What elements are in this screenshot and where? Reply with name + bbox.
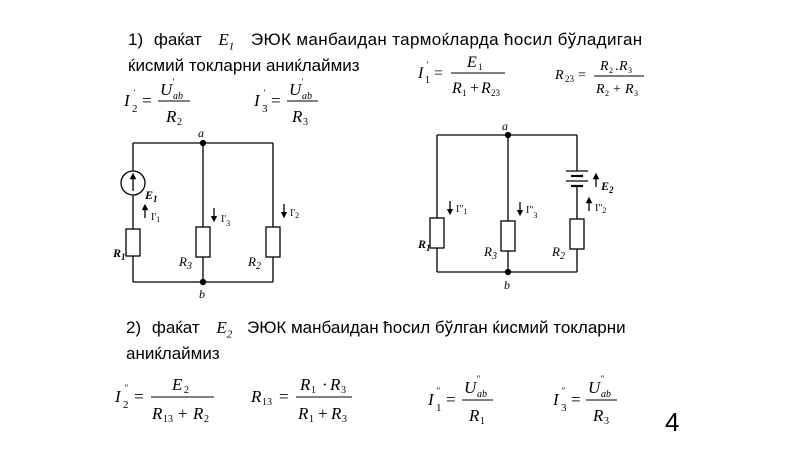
svg-text:R: R: [593, 406, 604, 425]
svg-text:+: +: [178, 404, 188, 423]
formula-bottom-i2: [114, 375, 214, 425]
circuit2-resistor-r2: [570, 219, 584, 249]
section2-emf: $E_2$: [216, 318, 233, 341]
svg-text:2: 2: [184, 385, 189, 396]
circuit2-label-i2: $I"_2$: [595, 203, 607, 215]
svg-text:3: 3: [628, 66, 632, 75]
section2-word-only: фаќат: [151, 318, 200, 337]
svg-text:R: R: [625, 82, 634, 97]
svg-text:': ': [263, 88, 265, 98]
svg-text:3: 3: [341, 385, 346, 396]
svg-text:=: =: [434, 65, 444, 82]
circuit1-label-a: a: [198, 126, 204, 140]
circuit2-label-a: a: [502, 119, 508, 133]
svg-text:1: 1: [311, 385, 316, 396]
svg-text:ab: ab: [173, 91, 183, 102]
svg-text:I: I: [418, 65, 424, 82]
section1-word-only: фаќат: [153, 30, 202, 49]
page-number: 4: [665, 407, 680, 437]
svg-text:E: E: [467, 54, 477, 71]
svg-text:ab: ab: [477, 389, 487, 400]
section1-emf: $E_1$: [218, 30, 235, 53]
svg-text:ab: ab: [302, 91, 312, 102]
svg-text:.: .: [615, 59, 619, 74]
circuit-2: [430, 133, 596, 275]
svg-text:=: =: [571, 390, 581, 409]
svg-text:3: 3: [604, 416, 609, 427]
svg-text:U: U: [464, 378, 477, 397]
svg-text:R: R: [469, 406, 480, 425]
circuit1-resistor-r1: [126, 229, 140, 256]
svg-text:": ": [561, 386, 565, 396]
circuit1-resistor-r2: [266, 227, 280, 257]
circuit2-label-i3: $I"_3$: [526, 205, 538, 220]
svg-text:23: 23: [491, 88, 500, 98]
svg-text:': ': [133, 88, 135, 98]
formula-top-i1: [417, 54, 505, 98]
svg-text:1: 1: [425, 75, 430, 86]
svg-text:': ': [426, 60, 428, 70]
svg-text:1: 1: [436, 402, 442, 414]
svg-text:R: R: [330, 375, 341, 394]
svg-text:=: =: [446, 390, 456, 409]
svg-text:3: 3: [262, 103, 268, 115]
circuit2-label-r1: $R_1$: [418, 237, 431, 253]
formula-bottom-i3: [552, 374, 617, 427]
svg-text:R: R: [292, 107, 303, 126]
circuit1-label-i2: $I'_2$: [290, 208, 300, 220]
circuit2-label-r3: $R_3$: [484, 244, 497, 262]
circuit1-label-r3: $R_3$: [179, 254, 192, 272]
svg-text:2: 2: [609, 66, 613, 75]
svg-text:U: U: [160, 80, 173, 99]
svg-text:=: =: [134, 387, 144, 406]
svg-text:3: 3: [303, 117, 308, 128]
svg-text:R: R: [193, 404, 204, 423]
svg-text:I: I: [553, 390, 559, 409]
svg-text:R: R: [152, 404, 163, 423]
svg-text:U: U: [289, 80, 302, 99]
svg-text:R: R: [600, 59, 609, 74]
svg-text:+: +: [318, 404, 328, 423]
circuit1-label-r2: $R_2$: [248, 254, 261, 272]
svg-text:13: 13: [262, 397, 272, 408]
svg-text:23: 23: [565, 74, 574, 84]
svg-text:=: =: [142, 91, 152, 110]
circuit2-label-e2: $E_2$: [601, 179, 614, 195]
formula-bottom-r13: [250, 375, 352, 425]
svg-text:U: U: [588, 378, 601, 397]
svg-text:': ': [172, 77, 174, 87]
section2-line2: аниќлаймиз: [126, 344, 220, 363]
svg-text:2: 2: [605, 89, 609, 98]
circuit2-node-b: [506, 270, 511, 275]
svg-text:=: =: [271, 91, 281, 110]
svg-text:": ": [476, 374, 480, 384]
circuit2-label-r2: $R_2$: [552, 244, 565, 262]
svg-text:+: +: [470, 80, 480, 97]
circuit2-label-b: b: [504, 278, 510, 292]
section1-number: 1): [128, 30, 144, 49]
svg-text:R: R: [166, 107, 177, 126]
svg-text:R: R: [619, 59, 628, 74]
circuit-1-labels: [112, 126, 299, 301]
svg-text:2: 2: [132, 103, 138, 115]
svg-text:3: 3: [561, 402, 567, 414]
circuit1-resistor-r3: [196, 227, 210, 257]
formula-bottom-i1: [427, 374, 493, 427]
section1-line2: ќисмий токларни аниќлаймиз: [128, 56, 360, 75]
svg-text:3: 3: [634, 89, 638, 98]
section2-number: 2): [126, 318, 142, 337]
svg-text:R: R: [251, 387, 262, 406]
svg-text:R: R: [298, 404, 309, 423]
svg-text:=: =: [578, 68, 586, 83]
circuit2-resistor-r1: [430, 218, 444, 248]
svg-text:E: E: [172, 375, 183, 394]
svg-text:1: 1: [309, 414, 314, 425]
svg-text:ab: ab: [601, 389, 611, 400]
svg-text:2: 2: [123, 399, 129, 411]
svg-text:R: R: [596, 82, 605, 97]
circuit1-label-e1: $E_1$: [145, 188, 158, 204]
svg-text:R: R: [555, 68, 564, 83]
circuit2-resistor-r3: [501, 221, 515, 251]
svg-text:+: +: [613, 82, 621, 97]
svg-text:": ": [600, 374, 604, 384]
circuit2-label-i1: $I"_1$: [456, 204, 468, 216]
section2-text: ЭЮК манбаидан ћосил бўлган ќисмий токларни: [246, 318, 626, 337]
svg-text:1: 1: [462, 88, 467, 98]
formula-top-r23: [554, 59, 644, 98]
svg-text:": ": [436, 386, 440, 396]
svg-text:1: 1: [478, 62, 483, 72]
svg-text:R: R: [452, 80, 462, 97]
circuit1-node-a: [201, 141, 206, 146]
svg-text:2: 2: [177, 117, 182, 128]
circuit1-label-i3: $I'_3$: [221, 214, 231, 228]
svg-text:I: I: [254, 91, 260, 110]
circuit1-label-b: b: [199, 287, 205, 301]
svg-text:I: I: [115, 387, 121, 406]
circuit1-label-r1: $R_1$: [113, 246, 126, 262]
svg-text:1: 1: [480, 416, 485, 427]
svg-text:13: 13: [163, 414, 173, 425]
svg-text:R: R: [481, 80, 491, 97]
svg-text:': ': [301, 77, 303, 87]
svg-text:": ": [124, 383, 128, 393]
svg-text:I: I: [124, 91, 130, 110]
formula-top-i3: [253, 77, 318, 128]
svg-text:=: =: [279, 387, 289, 406]
section1-text: ЭЮК манбаидан тармоќларда ћосил бўладиган: [250, 30, 643, 49]
svg-text:R: R: [300, 375, 311, 394]
circuit-2-labels: [417, 119, 614, 292]
circuit1-label-i1: $I'_1$: [151, 212, 161, 224]
svg-text:3: 3: [342, 414, 347, 425]
circuit2-node-a: [506, 133, 511, 138]
svg-text:I: I: [428, 390, 434, 409]
svg-text:R: R: [331, 404, 342, 423]
formula-top-i2: [123, 77, 190, 128]
circuit1-node-b: [201, 280, 206, 285]
svg-text:·: ·: [322, 375, 328, 394]
svg-text:2: 2: [204, 414, 209, 425]
